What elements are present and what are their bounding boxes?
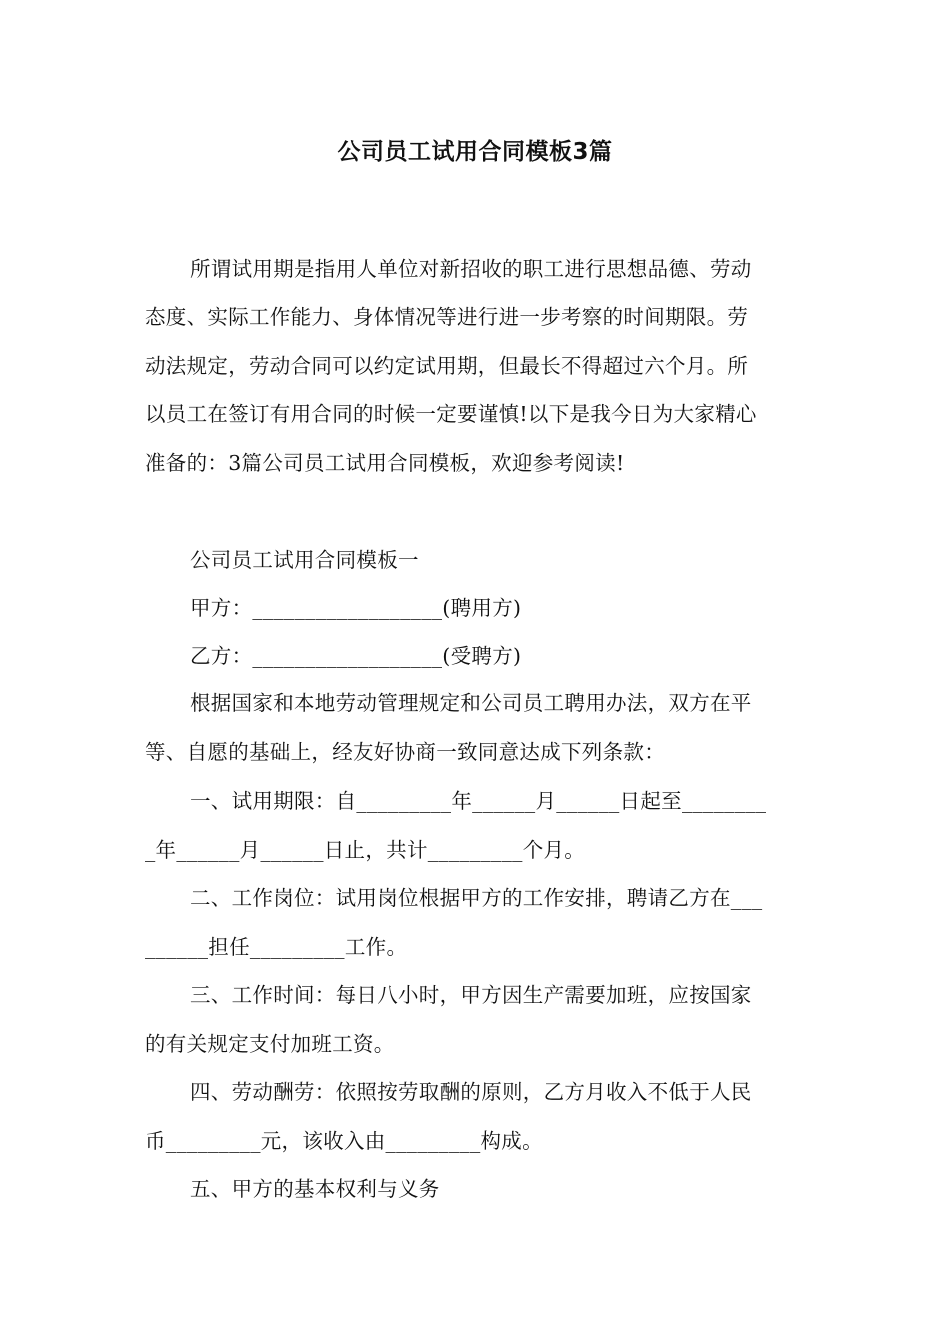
- clause-4-line: 币_________元，该收入由_________构成。: [145, 1129, 543, 1153]
- preamble-line: 根据国家和本地劳动管理规定和公司员工聘用办法，双方在平: [190, 691, 752, 715]
- intro-line: 态度、实际工作能力、身体情况等进行进一步考察的时间期限。劳: [145, 305, 749, 329]
- intro-line: 准备的：3篇公司员工试用合同模板，欢迎参考阅读!: [145, 451, 625, 475]
- clause-4-line: 四、劳动酬劳：依照按劳取酬的原则，乙方月收入不低于人民: [190, 1080, 752, 1104]
- intro-line: 所谓试用期是指用人单位对新招收的职工进行思想品德、劳动: [190, 257, 752, 281]
- clause-1-line: _年______月______日止，共计_________个月。: [145, 838, 586, 862]
- clause-1-line: 一、试用期限：自_________年______月______日起至________: [190, 789, 767, 813]
- preamble-line: 等、自愿的基础上，经友好协商一致同意达成下列条款：: [145, 740, 665, 764]
- party-b-line: 乙方：__________________(受聘方): [190, 644, 522, 668]
- clause-5-heading: 五、甲方的基本权利与义务: [190, 1177, 440, 1201]
- intro-line: 动法规定，劳动合同可以约定试用期，但最长不得超过六个月。所: [145, 354, 749, 378]
- party-a-line: 甲方：__________________(聘用方): [190, 596, 522, 620]
- section-heading: 公司员工试用合同模板一: [190, 548, 419, 572]
- clause-2-line: ______担任_________工作。: [145, 935, 408, 959]
- clause-3-line: 的有关规定支付加班工资。: [145, 1032, 395, 1056]
- document-title: 公司员工试用合同模板3篇: [337, 139, 613, 165]
- clause-3-line: 三、工作时间：每日八小时，甲方因生产需要加班，应按国家: [190, 983, 752, 1007]
- clause-2-line: 二、工作岗位：试用岗位根据甲方的工作安排，聘请乙方在___: [190, 886, 763, 910]
- intro-line: 以员工在签订有用合同的时候一定要谨慎!以下是我今日为大家精心: [145, 402, 757, 426]
